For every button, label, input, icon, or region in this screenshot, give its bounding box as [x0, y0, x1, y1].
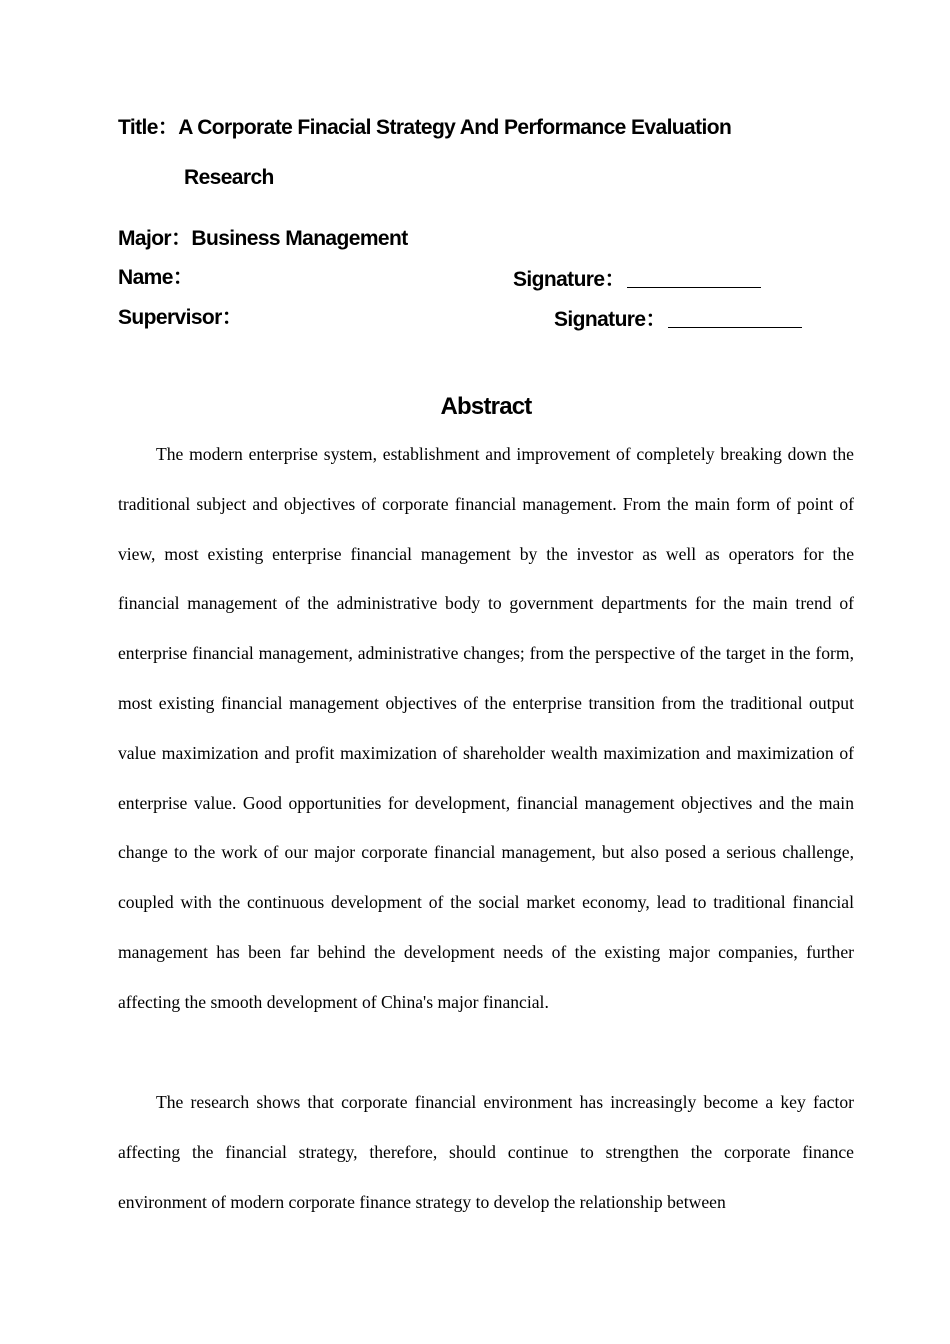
title-line-2	[184, 167, 274, 188]
supervisor-label: Supervisor：	[118, 306, 243, 329]
title-text-line2: Research	[184, 166, 274, 189]
title-line-1	[118, 117, 731, 138]
major-label: Major：	[118, 227, 192, 250]
major-row	[118, 228, 408, 249]
abstract-paragraph-1: The modern enterprise system, establishment and improvement of completely breaking down the traditional subject and objectives of corporate financial management. From the main form of point of view, most existing enterprise financial management by the investor as well as operators for the financial management of the administrative body to government departments for the main trend of enterprise financial management, administrative changes; from the perspective of the target in the form, most existing financial management objectives of the enterprise transition from the traditional output value maximization and profit maximization of shareholder wealth maximization and maximization of enterprise value. Good opportunities for development, financial management objectives and the main change to the work of our major corporate financial management, but also posed a serious challenge, coupled with the continuous development of the social market economy, lead to traditional financial management has been far behind the development needs of the existing major companies, further affecting the smooth development of China's major financial.	[118, 444, 854, 1012]
supervisor-signature	[554, 307, 802, 330]
name-signature-label: Signature：	[513, 268, 625, 291]
abstract-paragraph-2: The research shows that corporate financial environment has increasingly become a key factor affecting the financial strategy, therefore, should continue to strengthen the corporate finance environment of modern corporate finance strategy to develop the relationship between	[118, 1092, 854, 1212]
name-row	[118, 267, 193, 288]
supervisor-signature-line	[668, 307, 802, 328]
name-signature	[513, 267, 761, 290]
name-signature-line	[627, 267, 761, 288]
title-text-line1: A Corporate Finacial Strategy And Performance Evaluation	[178, 116, 732, 139]
supervisor-row	[118, 307, 242, 328]
title-label: Title：	[118, 116, 179, 139]
supervisor-signature-label: Signature：	[554, 308, 666, 331]
name-label: Name：	[118, 266, 194, 289]
major-value: Business Management	[191, 227, 408, 250]
abstract-heading: Abstract	[440, 393, 532, 420]
